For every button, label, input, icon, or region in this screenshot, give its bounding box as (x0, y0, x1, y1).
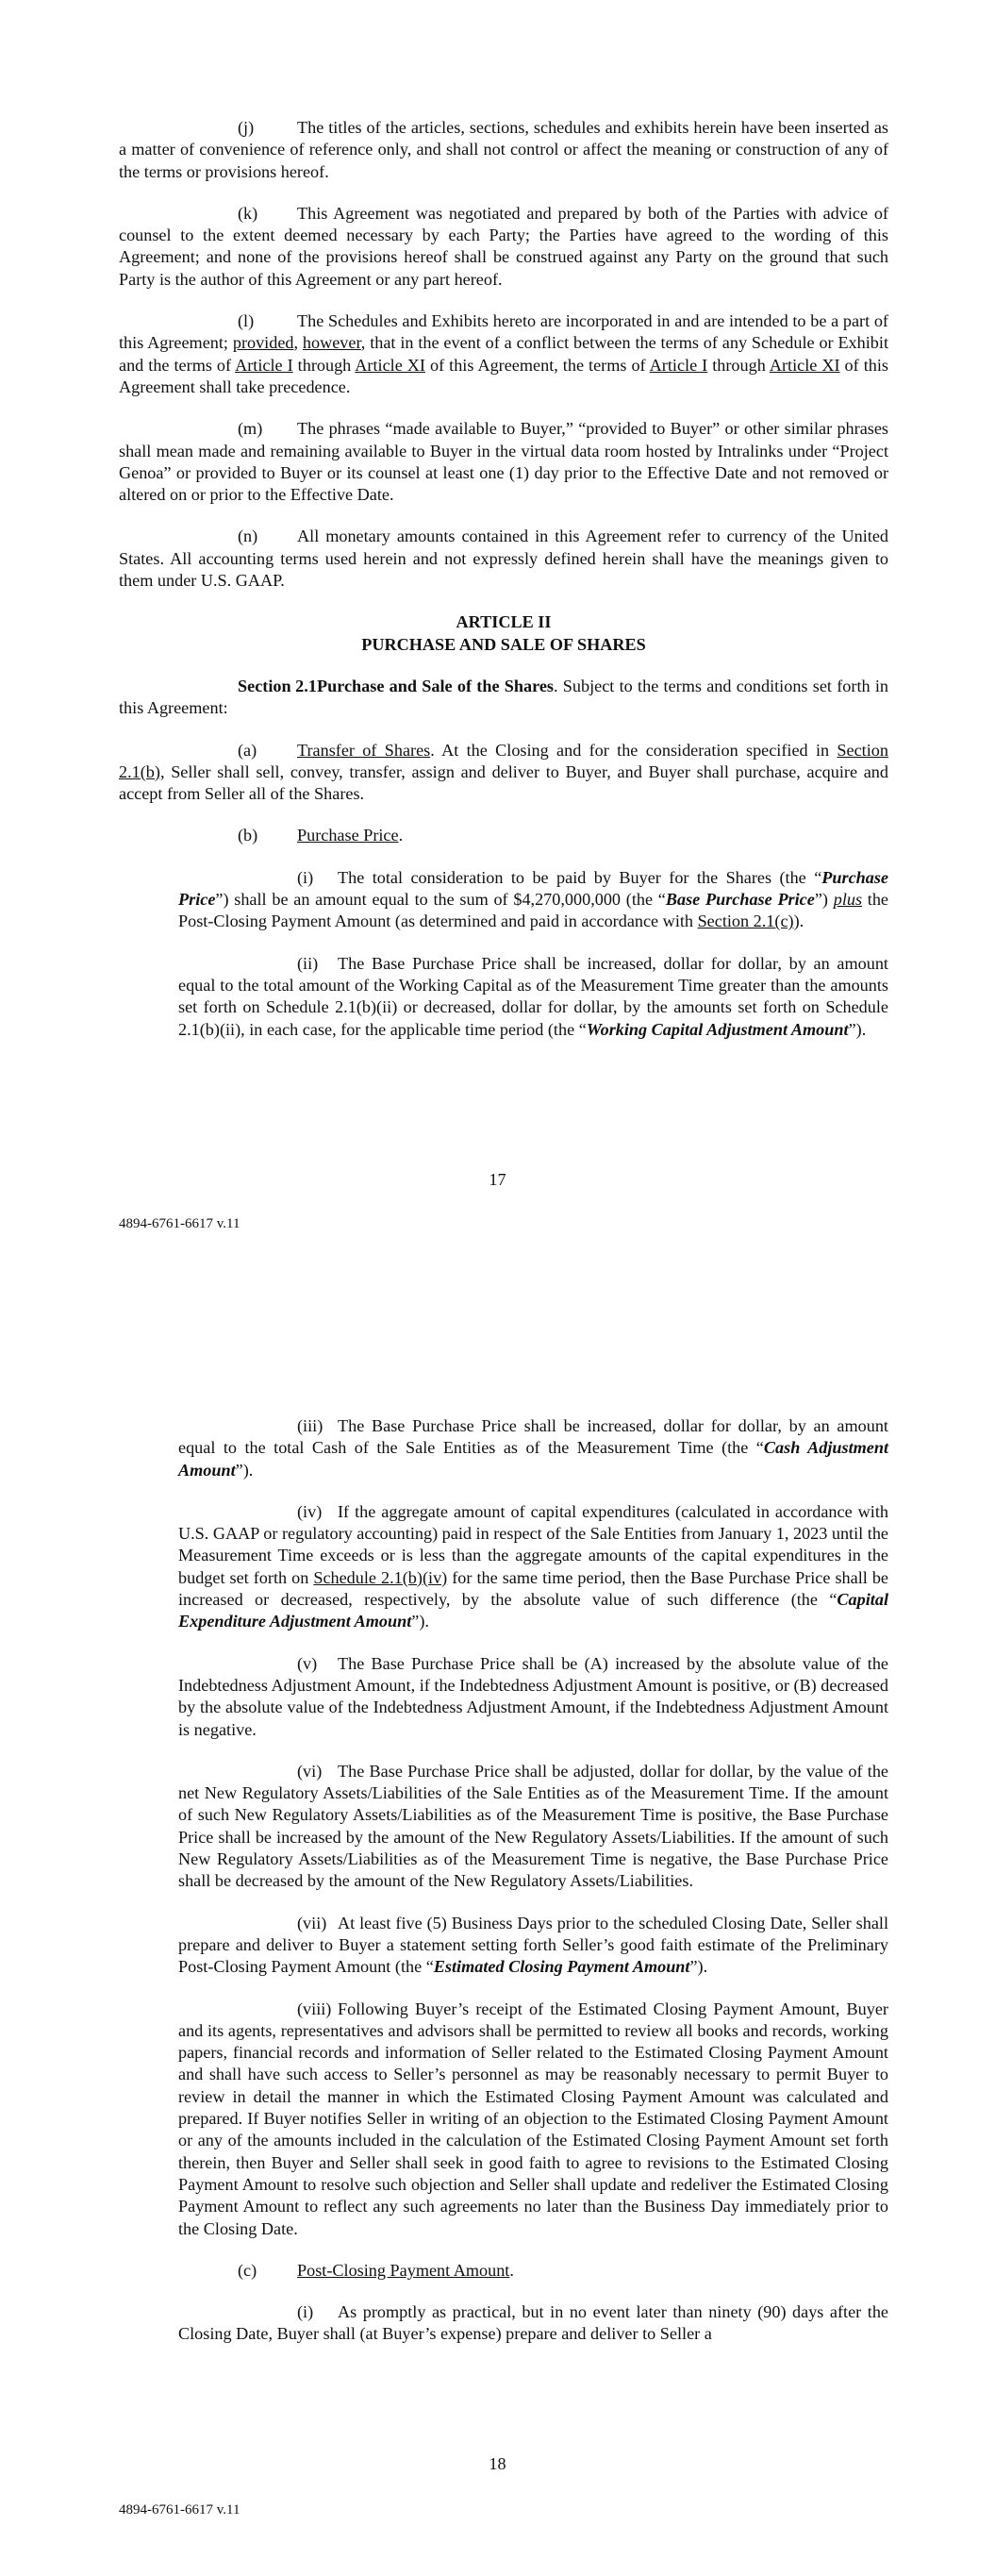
paragraph-b-vii (178, 1913, 888, 1979)
paragraph-b-iii-text-2: ”). (235, 1460, 254, 1480)
paragraph-b-viii-text: Following Buyer’s receipt of the Estimated Closing Payment Amount, Buyer and its agents, representatives and advisors shall be permitted to review all books and records, working papers, financial records and information of Seller related to the Estimated Closing Payment Amount and shall have such access to Seller’s personnel as may be reasonably necessary to permit Buyer to review in detail the manner in which the Estimated Closing Payment Amount was calculated and prepared. If Buyer notifies Seller in writing of an objection to the Estimated Closing Payment Amount or any of the amounts included in the calculation of the Estimated Closing Payment Amount set forth therein, then Buyer and Seller shall seek in good faith to agree to revisions to the Estimated Closing Payment Amount to resolve such objection and Seller shall update and redeliver the Estimated Closing Payment Amount to reflect any such agreements no later than the Business Day immediately prior to the Closing Date. (178, 1999, 888, 2238)
paragraph-b-vii-label: (vii) (297, 1913, 327, 1932)
paragraph-k-label: (k) (238, 203, 258, 223)
paragraph-b-i-text-3: ”) (814, 890, 834, 910)
provided-term: provided (232, 333, 294, 353)
paragraph-k (119, 203, 888, 291)
paragraph-b-iv-text-3: ”). (411, 1612, 429, 1631)
paragraph-a-heading: Transfer of Shares (297, 740, 431, 760)
paragraph-b-v-text: The Base Purchase Price shall be (A) increased by the absolute value of the Indebtedness Adjustment Amount, if the Indebtedness Adjustment Amount is positive, or (B) decreased by the absolute value of the Indebtedness Adjustment Amount, if the Indebtedness Adjustment Amount is negative. (178, 1653, 888, 1739)
document-id-footer: 4894-6761-6617 v.11 (119, 2502, 240, 2517)
article-ii-heading (119, 611, 888, 656)
paragraph-b-i (178, 867, 888, 933)
purchase-price-term: Purchase Price (178, 867, 888, 910)
paragraph-b-v-label: (v) (297, 1653, 318, 1673)
page-18-body (119, 1415, 888, 2366)
page-number: 18 (489, 2454, 506, 2473)
document-id-footer: 4894-6761-6617 v.11 (119, 1216, 240, 1231)
article-i-reference: Article I (235, 355, 293, 375)
schedule-2-1-b-iv-reference: Schedule 2.1(b)(iv) (313, 1567, 448, 1587)
paragraph-b-vii-text-1: At least five (5) Business Days prior to the scheduled Closing Date, Seller shall prepare and deliver to Buyer a statement setting forth Seller’s good faith estimate of the Preliminary Post-Closing Payment Amount (the “ (178, 1913, 888, 1977)
however-term: however (302, 333, 361, 353)
paragraph-b-heading: Purchase Price (297, 826, 399, 845)
article-xi-reference: Article XI (355, 355, 425, 375)
paragraph-l-text-5: of this Agreement, the terms of (424, 355, 650, 375)
paragraph-m (119, 418, 888, 506)
paragraph-l-text-1: The Schedules and Exhibits hereto are incorporated in and are intended to be a part of this Agreement; (119, 311, 888, 353)
article-xi-reference: Article XI (769, 355, 840, 375)
paragraph-b-viii (178, 1999, 888, 2240)
paragraph-b (119, 825, 888, 846)
paragraph-b-iv (178, 1501, 888, 1633)
page-18 (0, 1288, 995, 2576)
paragraph-b-iv-text-2: for the same time period, then the Base Purchase Price shall be increased or decreased, respectively, by the absolute value of such difference (the “ (178, 1567, 888, 1610)
plus-term: plus (833, 890, 863, 910)
paragraph-b-v (178, 1653, 888, 1741)
paragraph-b-ii-text-2: ”). (848, 1019, 867, 1039)
paragraph-l-text-4: through (292, 355, 356, 375)
paragraph-b-i-text-1: The total consideration to be paid by Buyer for the Shares (the “ (338, 867, 822, 887)
paragraph-c-tail: . (509, 2260, 514, 2280)
paragraph-b-iii-text-1: The Base Purchase Price shall be increased, dollar for dollar, by an amount equal to the total Cash of the Sale Entities as of the Measurement Time (the “ (178, 1416, 888, 1458)
paragraph-b-iii-label: (iii) (297, 1416, 323, 1435)
article-title: PURCHASE AND SALE OF SHARES (361, 634, 646, 654)
paragraph-b-vi-label: (vi) (297, 1761, 323, 1781)
paragraph-m-label: (m) (238, 419, 263, 439)
estimated-closing-payment-term: Estimated Closing Payment Amount (433, 1957, 690, 1977)
paragraph-c-i-label: (i) (297, 2302, 314, 2322)
paragraph-b-vii-text-2: ”). (689, 1957, 708, 1977)
paragraph-n-text: All monetary amounts contained in this Agreement refer to currency of the United States. All accounting terms used herein and not expressly defined herein shall have the meanings given to them under U.S. GAAP. (119, 527, 888, 591)
section-text: . Subject to the terms and conditions set forth in this Agreement: (119, 676, 888, 718)
paragraph-c-heading: Post-Closing Payment Amount (297, 2260, 510, 2280)
section-2-1-b-reference: Section 2.1(b) (119, 740, 888, 781)
paragraph-l-text-7: of this Agreement shall take precedence. (119, 355, 888, 396)
paragraph-c-i-text: As promptly as practical, but in no event later than ninety (90) days after the Closing Date, Buyer shall (at Buyer’s expense) prepare and deliver to Seller a (178, 2302, 888, 2344)
paragraph-j-label: (j) (238, 118, 255, 137)
paragraph-n-label: (n) (238, 527, 258, 546)
paragraph-m-text: The phrases “made available to Buyer,” “provided to Buyer” or other similar phrases shall mean made and remaining available to Buyer in the virtual data room hosted by Intralinks under “Project Genoa” or provided to Buyer or its counsel at least one (1) day prior to the Effective Date and not removed or altered on or prior to the Effective Date. (119, 419, 888, 505)
paragraph-l-text-2: , (293, 333, 303, 353)
paragraph-b-ii (178, 953, 888, 1041)
paragraph-b-i-text-4: the Post-Closing Payment Amount (as determined and paid in accordance with (178, 890, 889, 931)
cash-adjustment-term: Cash Adjustment Amount (178, 1438, 889, 1480)
section-number: Section 2.1 (238, 676, 317, 695)
paragraph-c (119, 2260, 888, 2282)
paragraph-n (119, 526, 888, 592)
page-17-body (119, 117, 888, 1061)
paragraph-b-i-text-2: ”) shall be an amount equal to the sum of $4,270,000,000 (the “ (215, 890, 666, 910)
paragraph-a (119, 740, 888, 806)
paragraph-c-i (178, 2301, 888, 2346)
capital-expenditure-adjustment-term: Capital Expenditure Adjustment Amount (178, 1590, 888, 1631)
page-number: 17 (489, 1170, 506, 1189)
paragraph-b-label: (b) (238, 826, 258, 845)
section-2-1 (119, 676, 888, 720)
paragraph-a-label: (a) (238, 740, 257, 760)
paragraph-b-iii (178, 1415, 888, 1481)
paragraph-b-iv-text-1: If the aggregate amount of capital expenditures (calculated in accordance with U.S. GAAP or regulatory accounting) paid in respect of the Sale Entities from January 1, 2023 until the Measurement Time exceeds or is less than the aggregate amounts of the capital expenditures in the budget set forth on (178, 1501, 888, 1587)
paragraph-b-vi (178, 1761, 888, 1893)
paragraph-a-text-2: , Seller shall sell, convey, transfer, assign and deliver to Buyer, and Buyer shall purchase, acquire and accept from Seller all of the Shares. (119, 761, 888, 804)
paragraph-l (119, 310, 888, 398)
article-i-reference: Article I (649, 355, 708, 375)
article-number: ARTICLE II (456, 612, 552, 632)
section-heading: Purchase and Sale of the Shares (317, 676, 554, 695)
paragraph-b-ii-label: (ii) (297, 953, 319, 973)
paragraph-b-tail: . (398, 826, 404, 845)
working-capital-adjustment-term: Working Capital Adjustment Amount (586, 1019, 849, 1039)
paragraph-j-text: The titles of the articles, sections, schedules and exhibits herein have been inserted as a matter of convenience of reference only, and shall not control or affect the meaning or construction of any of the terms or provisions hereof. (119, 118, 888, 181)
paragraph-a-text-1: . At the Closing and for the consideration specified in (430, 740, 837, 760)
paragraph-j (119, 117, 888, 183)
paragraph-b-vi-text: The Base Purchase Price shall be adjusted, dollar for dollar, by the value of the net New Regulatory Assets/Liabilities of the Sale Entities as of the Measurement Time. If the amount of such New Regulatory Assets/Liabilities as of the Measurement Time is positive, the Base Purchase Price shall be increased by the amount of the New Regulatory Assets/Liabilities. If the amount of such New Regulatory Assets/Liabilities as of the Measurement Time is negative, the Base Purchase Price shall be decreased by the amount of the New Regulatory Assets/Liabilities. (178, 1761, 888, 1891)
base-purchase-price-term: Base Purchase Price (665, 890, 815, 910)
paragraph-k-text: This Agreement was negotiated and prepared by both of the Parties with advice of counsel to the extent deemed necessary by each Party; the Parties have agreed to the wording of this Agreement; and none of the provisions hereof shall be construed against any Party on the ground that such Party is the author of this Agreement or any part hereof. (119, 203, 888, 289)
paragraph-b-viii-label: (viii) (297, 1999, 332, 2018)
paragraph-l-text-3: , that in the event of a conflict between the terms of any Schedule or Exhibit and the terms of (119, 333, 888, 375)
paragraph-b-i-label: (i) (297, 867, 314, 887)
paragraph-b-i-text-5: ). (793, 912, 804, 931)
section-2-1-c-reference: Section 2.1(c) (697, 912, 794, 931)
paragraph-l-text-6: through (707, 355, 770, 375)
paragraph-b-ii-text-1: The Base Purchase Price shall be increased, dollar for dollar, by an amount equal to the total amount of the Working Capital as of the Measurement Time greater than the amounts set forth on Schedule 2.1(b)(ii) or decreased, dollar for dollar, by the amounts set forth on Schedule 2.1(b)(ii), in each case, for the applicable time period (the “ (178, 953, 888, 1039)
paragraph-b-iv-label: (iv) (297, 1501, 323, 1521)
paragraph-c-label: (c) (238, 2260, 257, 2280)
paragraph-l-label: (l) (238, 311, 255, 331)
